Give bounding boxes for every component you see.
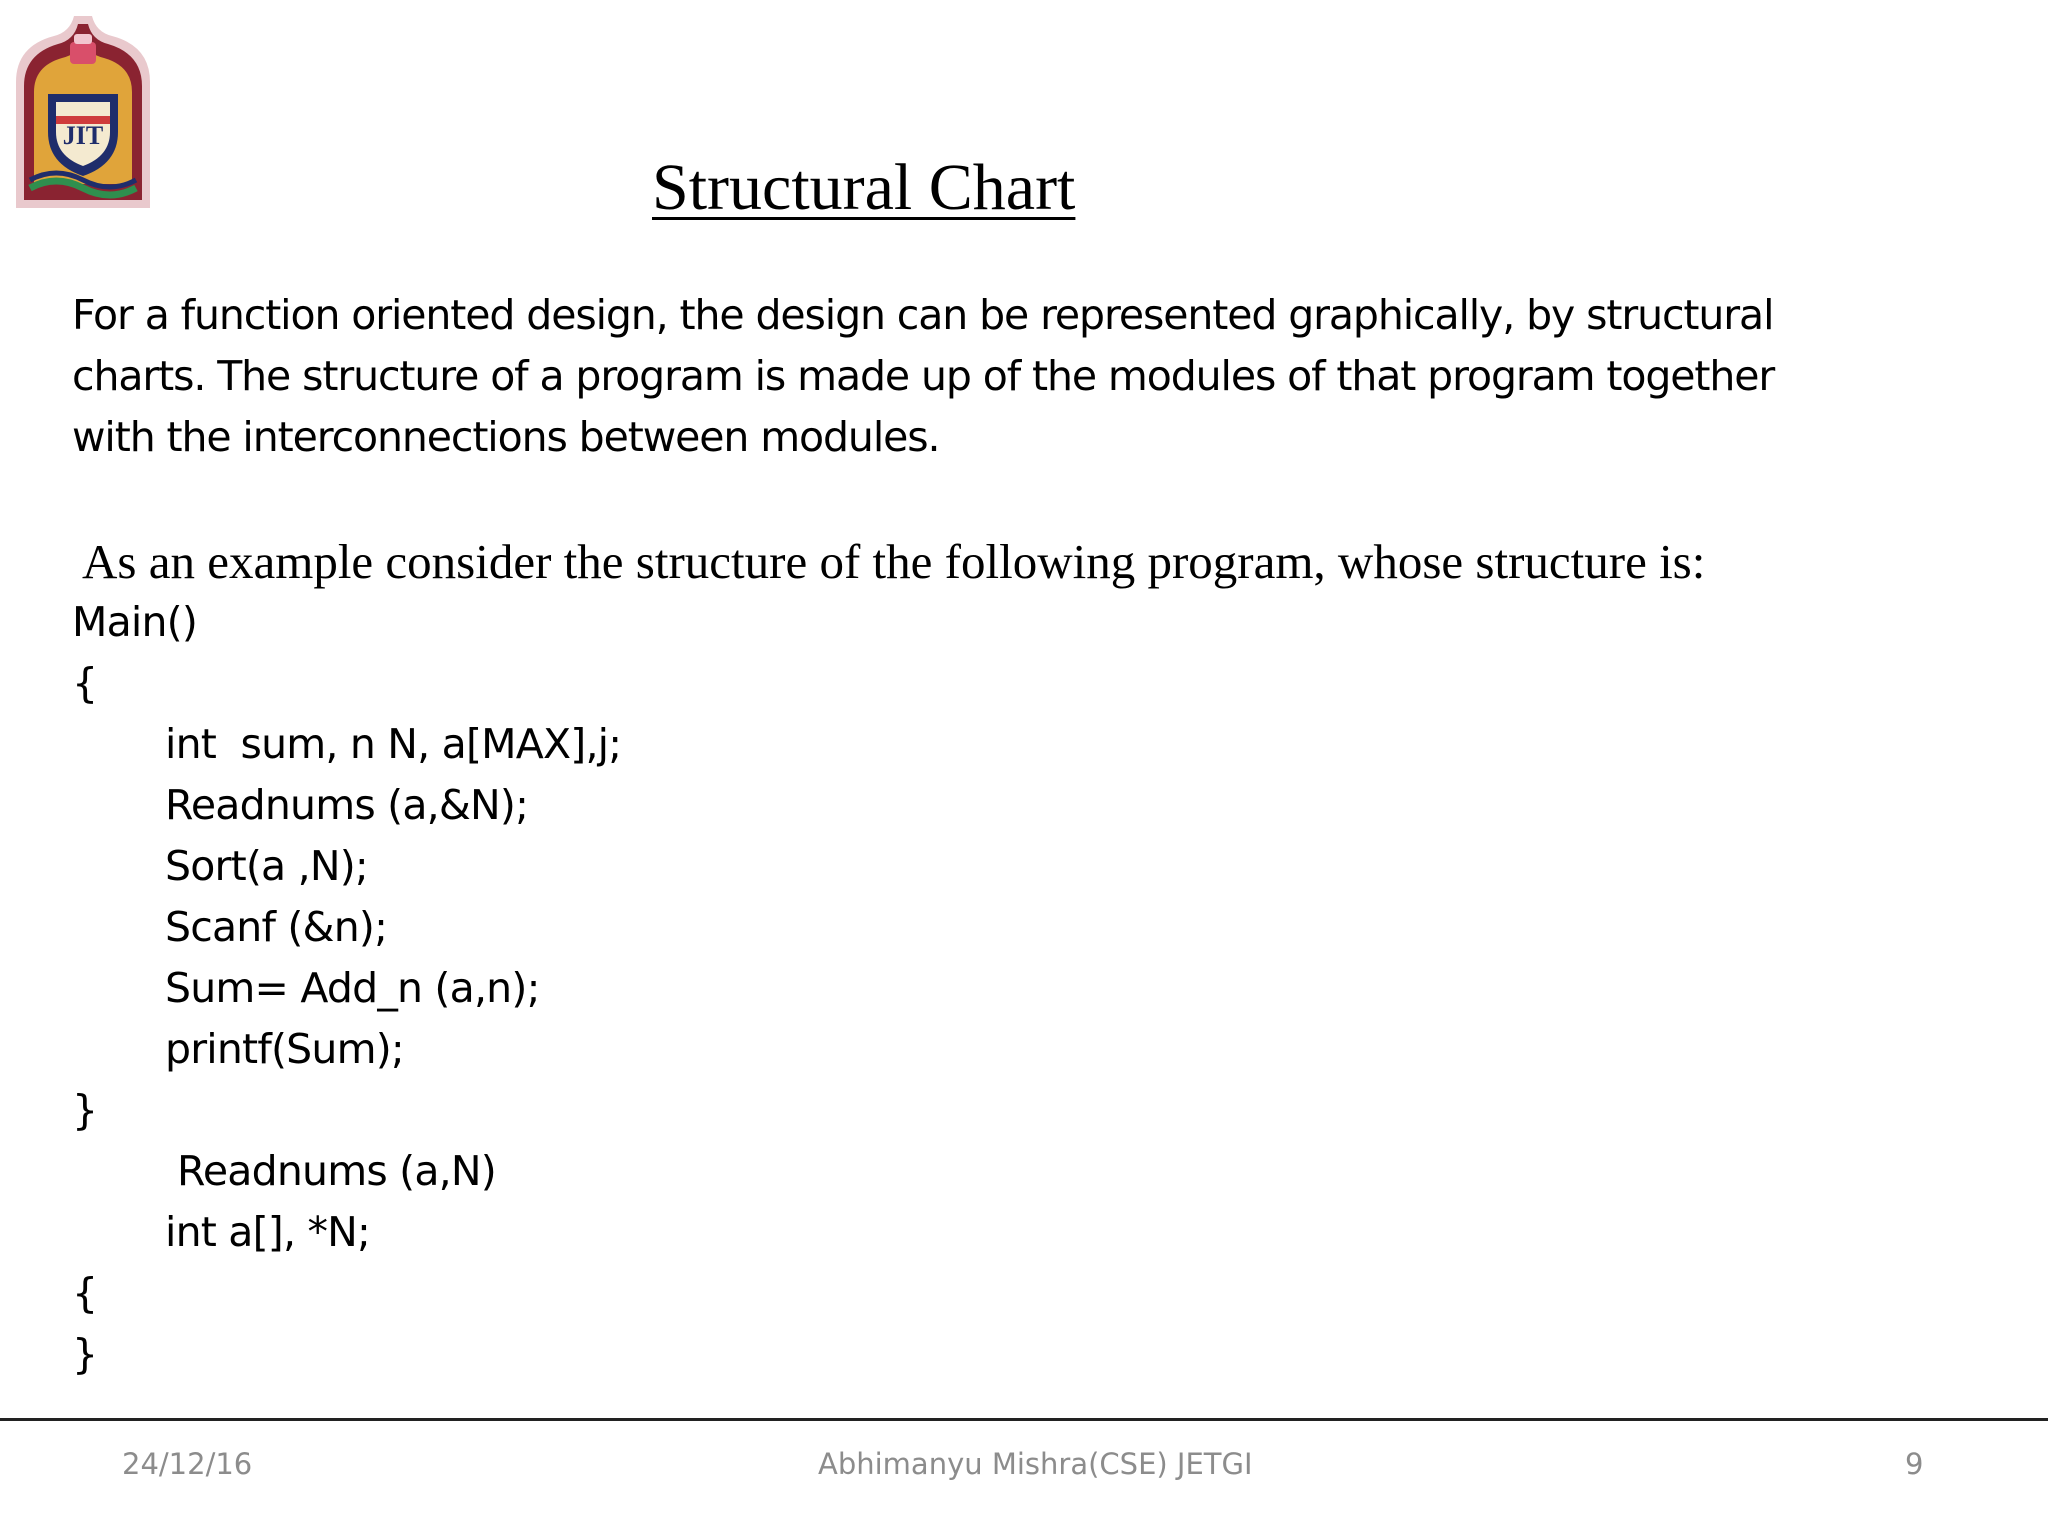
intro-line: charts. The structure of a program is made up of the modules of that program together [72, 352, 1775, 400]
page-title: Structural Chart [652, 151, 1076, 224]
footer-divider [0, 1418, 2048, 1421]
code-line: } [72, 1330, 98, 1378]
code-line: Sum= Add_n (a,n); [165, 964, 540, 1012]
code-line: Main() [72, 598, 198, 646]
institute-logo [4, 12, 162, 208]
page-number: 9 [1905, 1447, 1924, 1481]
footer-author: Abhimanyu Mishra(CSE) JETGI [818, 1447, 1253, 1481]
code-line: int a[], *N; [165, 1208, 371, 1256]
code-line: Readnums (a,N) [177, 1147, 496, 1195]
intro-paragraph [72, 285, 1992, 468]
footer-date: 24/12/16 [122, 1447, 253, 1481]
code-line: int sum, n N, a[MAX],j; [165, 720, 622, 768]
intro-line: with the interconnections between modules. [72, 413, 940, 461]
code-line: { [72, 659, 98, 707]
code-line: Sort(a ,N); [165, 842, 368, 890]
code-line: { [72, 1269, 98, 1317]
code-listing [72, 592, 621, 1385]
intro-line: For a function oriented design, the design can be represented graphically, by structural [72, 291, 1774, 339]
svg-text:JIT: JIT [62, 121, 104, 150]
code-line: printf(Sum); [165, 1025, 404, 1073]
code-line: } [72, 1086, 98, 1134]
code-line: Readnums (a,&N); [165, 781, 529, 829]
example-intro: As an example consider the structure of the following program, whose structure is: [82, 534, 1706, 589]
code-line: Scanf (&n); [165, 903, 388, 951]
